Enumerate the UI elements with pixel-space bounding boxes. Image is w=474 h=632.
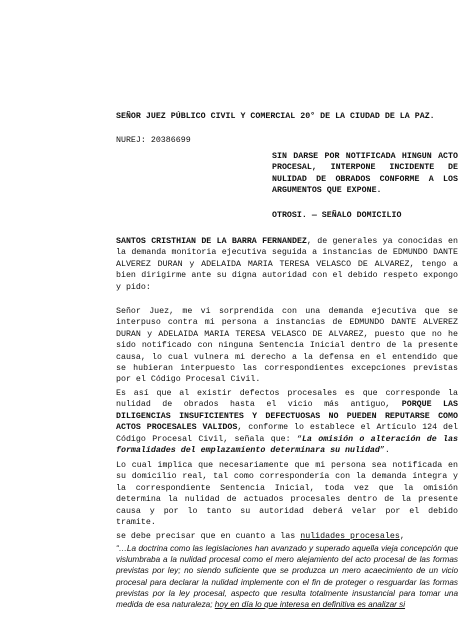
- paragraph-facts: Señor Juez, me vi sorprendida con una demanda ejecutiva que se interpuso contra mi persona a instancias de EDMUNDO DANTE ALVEREZ DURAN y ADELAIDA MARIA TERESA VELASCO DE ALVAREZ, puesto que no he sido notificado con ninguna Sentencia Inicial dentro de la presente causa, lo cual vulnera mi derecho a la defensa en el entendido que se hubieran interpuesto las correspondientes excepciones previstas por el Código Procesal Civil.: [116, 307, 458, 385]
- otrosi-line: OTROSI. — SEÑALO DOMICILIO: [272, 211, 402, 220]
- article-quote: La omisión o alteración de las formalidades del emplazamiento determinara su nulidad: [116, 434, 458, 456]
- doctrine-intro-c: ,: [399, 532, 405, 541]
- nullity-text-a: Es así que al existir defectos procesales es que corresponde la nulidad de obrados hasta el vicio más antiguo,: [116, 389, 458, 410]
- doctrine-term: nulidades procesales: [300, 532, 400, 541]
- nullity-text-e: ”.: [379, 446, 390, 456]
- petitioner-name: SANTOS CRISTHIAN DE LA BARRA FERNANDEZ: [116, 237, 307, 246]
- summary-block: SIN DARSE POR NOTIFICADA HINGUN ACTO PROCESAL, INTERPONE INCIDENTE DE NULIDAD DE OBRADOS CONFORME A LOS ARGUMENTOS QUE EXPONE.: [272, 152, 458, 196]
- nullity-emphasis: PORQUE LAS DILIGENCIAS INSUFICIENTES Y DEFECTUOSAS NO PUEDEN REPUTARSE COMO ACTOS PROCESALES VALIDOS: [116, 400, 458, 433]
- doctrine-quote-text: “…La doctrina como las legislaciones han avanzado y superado aquella vieja concepción que vislumbraba a la nulidad procesal como el mero alejamiento del acto procesal de las formas previstas por ley; no siendo suficiente que se produzca un mero acaecimiento de un vicio procesal para declarar la nulidad implemente con el fin de proteger o resguardar las formas previstas por la ley procesal, aspecto que resulta totalmente insustancial para tomar una medida de esa naturaleza;: [116, 544, 458, 610]
- court-heading: SEÑOR JUEZ PÚBLICO CIVIL Y COMERCIAL 20° DE LA CIUDAD DE LA PAZ.: [116, 112, 435, 121]
- paragraph-intro: [116, 236, 458, 293]
- doctrine-intro-a: se debe precisar que en cuanto a las: [116, 532, 301, 541]
- paragraph-implication: Lo cual implica que necesariamente que mi persona sea notificada en su domicilio real, tal como correspondería con la demanda íntegra y la correspondiente Sentencia Inicial, toda vez que la omisión determina la nulidad de actuados procesales dentro de la presente causa y por lo tanto su autoridad deberá velar por el debido tramite.: [116, 461, 458, 528]
- paragraph-nullity: [116, 388, 458, 456]
- nullity-text-c: , conforme lo establece el Artículo 124 del Código Procesal Civil, señala que: “: [116, 423, 458, 444]
- doctrine-quote-underlined: hoy en día lo que interesa en definitiva es analizar si: [214, 600, 406, 610]
- paragraph-intro-text: , de generales ya conocidas en la demanda monitoria ejecutiva seguida a instancias de EDMUNDO DANTE ALVEREZ DURAN y ADELAIDA MARIA TERESA VELASCO DE ALVAREZ, tengo a bien dirigirme ante su digna autoridad con el debido respeto expongo y pido:: [116, 237, 459, 292]
- case-number: NUREJ: 20386699: [116, 136, 191, 145]
- doctrine-quote: [116, 543, 458, 610]
- paragraph-doctrine-intro: [116, 531, 458, 542]
